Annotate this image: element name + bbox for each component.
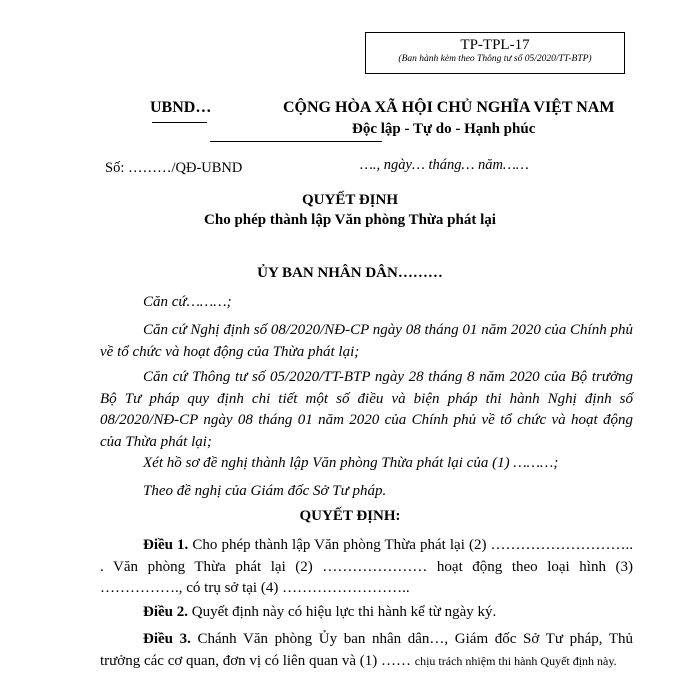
preamble-basis-1: Căn cứ………; (143, 294, 232, 310)
article-3-tail: chịu trách nhiệm thi hành Quyết định này. (414, 653, 617, 668)
issuing-authority: ỦY BAN NHÂN DÂN……… (257, 265, 443, 281)
article-1-label: Điều 1. (143, 537, 189, 553)
article-1-text: Cho phép thành lập Văn phòng Thừa phát lại (2) ……………………….. . Văn phòng Thừa phát lại (2) ………………… hoạt động theo loại hình (3) ……………., có trụ sở tại (4) …………………….. (100, 537, 633, 596)
article-2 (100, 602, 633, 624)
form-note: (Ban hành kèm theo Thông tư số 05/2020/TT-BTP) (398, 54, 592, 64)
issuing-agency: UBND… (150, 99, 212, 116)
preamble-basis-2: Căn cứ Nghị định số 08/2020/NĐ-CP ngày 08 tháng 01 năm 2020 của Chính phủ về tổ chức và hoạt động của Thừa phát lại; (100, 322, 633, 360)
decision-heading: QUYẾT ĐỊNH: (299, 508, 401, 524)
preamble-consideration: Xét hồ sơ đề nghị thành lập Văn phòng Thừa phát lại của (1) ………; (143, 455, 559, 471)
document-title: QUYẾT ĐỊNH (302, 192, 398, 208)
document-subtitle: Cho phép thành lập Văn phòng Thừa phát lại (204, 212, 496, 228)
article-3-label: Điều 3. (143, 631, 191, 647)
national-title: CỘNG HÒA XÃ HỘI CHỦ NGHĨA VIỆT NAM (283, 99, 615, 116)
document-date: …., ngày… tháng… năm…… (360, 157, 529, 173)
article-2-text: Quyết định này có hiệu lực thi hành kể từ ngày ký. (191, 604, 497, 620)
document-number: Số: ………/QĐ-UBND (105, 160, 243, 176)
article-3 (100, 629, 633, 672)
preamble-proposal: Theo đề nghị của Giám đốc Sở Tư pháp. (143, 483, 387, 499)
article-2-label: Điều 2. (143, 604, 188, 620)
preamble-basis-3: Căn cứ Thông tư số 05/2020/TT-BTP ngày 28 tháng 8 năm 2020 của Bộ trưởng Bộ Tư pháp quy định chi tiết một số điều và biện pháp thi hành Nghị định số 08/2020/NĐ-CP ngày 08 tháng 01 năm 2020 của Chính phủ về tổ chức và hoạt động của Thừa phát lại; (100, 369, 633, 450)
form-code: TP-TPL-17 (460, 37, 530, 53)
national-motto: Độc lập - Tự do - Hạnh phúc (352, 121, 536, 137)
article-1 (100, 535, 633, 600)
agency-underline (152, 122, 207, 123)
form-code-box (365, 32, 625, 74)
article-3-text: Chánh Văn phòng Ủy ban nhân dân…, Giám đốc Sở Tư pháp, Thủ trưởng các cơ quan, đơn vị có liên quan và (1) …… (100, 631, 634, 669)
motto-underline (210, 141, 382, 142)
